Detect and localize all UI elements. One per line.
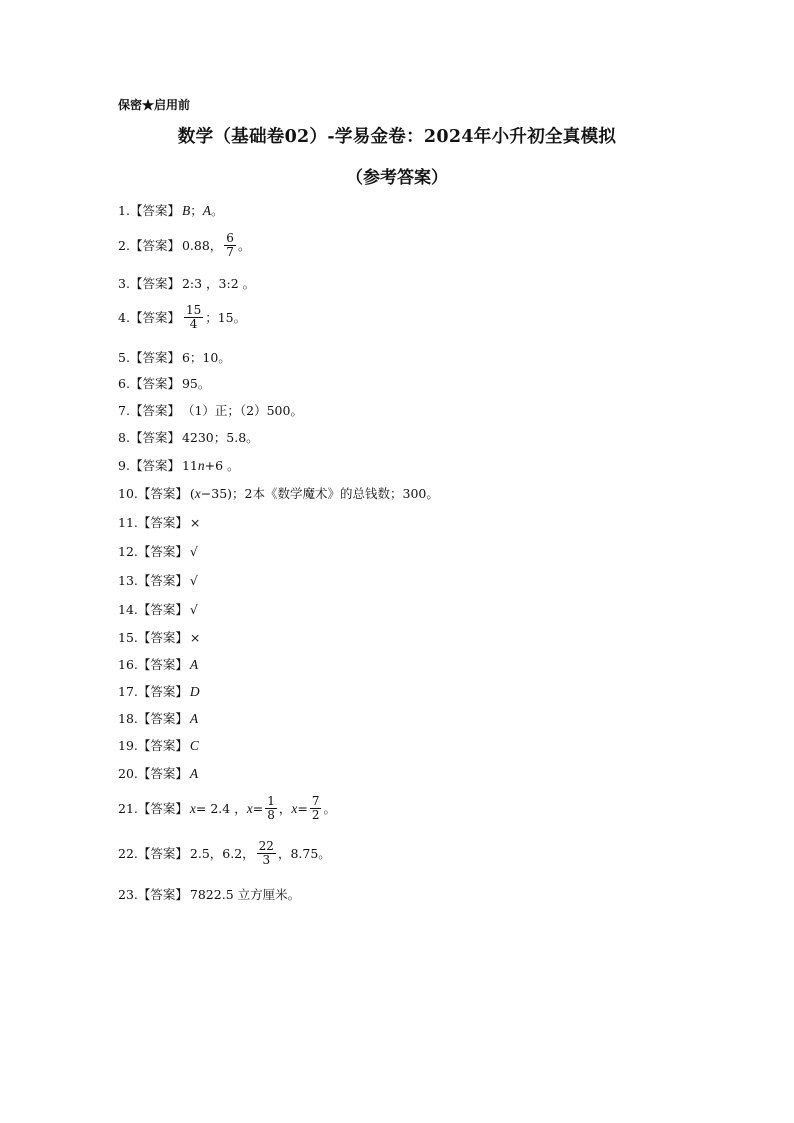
answer-number: 22. (118, 845, 138, 861)
answer-text: 。 (210, 203, 224, 218)
answer-number: 18. (118, 711, 138, 726)
answer-12 (118, 544, 198, 560)
numerator: 1 (267, 794, 275, 808)
confidential-mark: 保密★启用前 (118, 98, 191, 112)
answer-number: 1. (118, 203, 130, 218)
answer-number: 12. (118, 544, 138, 559)
answer-label: 【答案】 (129, 203, 180, 218)
answer-text: √ (189, 602, 198, 617)
answer-7 (118, 403, 303, 419)
answer-text: C (189, 738, 199, 753)
answer-9 (118, 458, 240, 474)
numerator: 7 (311, 794, 320, 808)
answer-label: 【答案】 (137, 602, 188, 617)
answer-23 (118, 887, 300, 903)
answer-number: 5. (118, 350, 130, 365)
fraction (224, 232, 236, 259)
answer-20 (118, 766, 198, 782)
answer-number: 15. (118, 630, 138, 645)
answer-number: 21. (118, 800, 138, 816)
answer-16 (118, 657, 198, 673)
answer-text: （1）正；（2）500。 (181, 403, 303, 418)
answer-text: 95。 (181, 376, 211, 391)
answer-text: 6；10。 (181, 350, 231, 365)
answer-number: 7. (118, 403, 130, 418)
answer-text: ；15。 (205, 309, 247, 325)
answer-text: 4230；5.8。 (181, 430, 259, 445)
answer-13 (118, 573, 198, 589)
fraction (184, 304, 203, 331)
answer-label: 【答案】 (137, 887, 188, 902)
answer-label: 【答案】 (129, 350, 180, 365)
answer-6 (118, 376, 210, 392)
answer-text: A (189, 766, 199, 781)
answer-number: 9. (118, 458, 130, 473)
answer-text: 2.5，6.2， (189, 845, 255, 861)
answer-5 (118, 350, 231, 366)
answer-text: √ (189, 573, 198, 588)
answer-label: 【答案】 (129, 309, 180, 325)
fraction (310, 795, 322, 822)
answer-text: = (252, 800, 264, 816)
page-title: 数学（基础卷02）-学易金卷：2024年小升初全真模拟 (177, 127, 617, 147)
answer-label: 【答案】 (129, 458, 180, 473)
answer-number: 10. (118, 486, 138, 501)
answer-label: 【答案】 (137, 657, 188, 672)
numerator: 22 (258, 839, 274, 853)
answer-text: 。 (237, 237, 251, 253)
denominator: 3 (262, 853, 271, 867)
answer-text: ； (190, 203, 203, 218)
answer-number: 13. (118, 573, 138, 588)
answer-4 (118, 304, 246, 331)
answer-text: A (189, 657, 199, 672)
answer-label: 【答案】 (137, 630, 188, 645)
answer-label: 【答案】 (129, 430, 180, 445)
answer-number: 20. (118, 766, 138, 781)
answer-text: ( (189, 486, 195, 501)
answer-number: 4. (118, 309, 130, 325)
answer-label: 【答案】 (137, 573, 188, 588)
answer-text: 2:3 ，3:2 。 (181, 276, 256, 291)
answer-label: 【答案】 (129, 237, 180, 253)
denominator: 8 (267, 808, 275, 822)
answer-text: 7822.5 立方厘米。 (189, 887, 301, 902)
answer-text: A (189, 711, 199, 726)
answer-22 (118, 840, 331, 867)
answer-text: 。 (323, 800, 336, 816)
answer-text: × (189, 515, 201, 530)
page-subtitle: （参考答案） (346, 168, 448, 188)
answer-text: −35)；2本《数学魔术》的总钱数；300。 (200, 486, 439, 501)
answer-number: 19. (118, 738, 138, 753)
answer-label: 【答案】 (137, 486, 188, 501)
answer-text: = 2.4 ， (195, 800, 247, 816)
answer-text: D (189, 684, 200, 699)
answer-text: × (189, 630, 201, 645)
answer-3 (118, 276, 255, 292)
answer-number: 6. (118, 376, 130, 391)
fraction (265, 795, 277, 822)
answer-text: B (181, 203, 191, 218)
answer-label: 【答案】 (137, 684, 188, 699)
answer-variable: n (197, 458, 205, 473)
denominator: 2 (311, 808, 320, 822)
answer-text: √ (189, 544, 198, 559)
answer-1 (118, 203, 223, 219)
answer-text: A (202, 203, 211, 218)
denominator: 4 (189, 317, 198, 331)
answer-10 (118, 486, 439, 502)
answer-variable: x (189, 800, 196, 816)
answer-number: 14. (118, 602, 138, 617)
answer-8 (118, 430, 259, 446)
answer-number: 23. (118, 887, 138, 902)
numerator: 6 (226, 231, 234, 245)
answer-label: 【答案】 (129, 276, 180, 291)
answer-label: 【答案】 (137, 738, 188, 753)
answer-11 (118, 515, 200, 531)
answer-number: 17. (118, 684, 138, 699)
answer-label: 【答案】 (137, 845, 188, 861)
answer-text: +6 。 (204, 458, 240, 473)
answer-label: 【答案】 (137, 544, 188, 559)
answer-variable: x (246, 800, 253, 816)
answer-number: 8. (118, 430, 130, 445)
answer-label: 【答案】 (137, 800, 188, 816)
answer-text: 11 (181, 458, 198, 473)
answer-15 (118, 630, 200, 646)
answer-number: 16. (118, 657, 138, 672)
answer-14 (118, 602, 198, 618)
answer-number: 11. (118, 515, 138, 530)
answer-number: 2. (118, 237, 130, 253)
answer-label: 【答案】 (137, 766, 188, 781)
answer-variable: x (194, 486, 201, 501)
answer-text: 0.88， (181, 237, 223, 253)
answer-variable: x (291, 800, 298, 816)
fraction (257, 840, 276, 867)
answer-label: 【答案】 (129, 376, 180, 391)
answer-label: 【答案】 (137, 711, 188, 726)
answer-text: = (297, 800, 308, 816)
numerator: 15 (185, 303, 202, 317)
answer-label: 【答案】 (129, 403, 180, 418)
answer-2 (118, 232, 250, 259)
answer-label: 【答案】 (137, 515, 188, 530)
answer-text: ， (278, 800, 292, 816)
answer-19 (118, 738, 199, 754)
denominator: 7 (226, 245, 234, 259)
answer-17 (118, 684, 200, 700)
answer-18 (118, 711, 198, 727)
answer-number: 3. (118, 276, 130, 291)
answer-text: ，8.75。 (277, 845, 331, 861)
answer-21 (118, 795, 336, 822)
